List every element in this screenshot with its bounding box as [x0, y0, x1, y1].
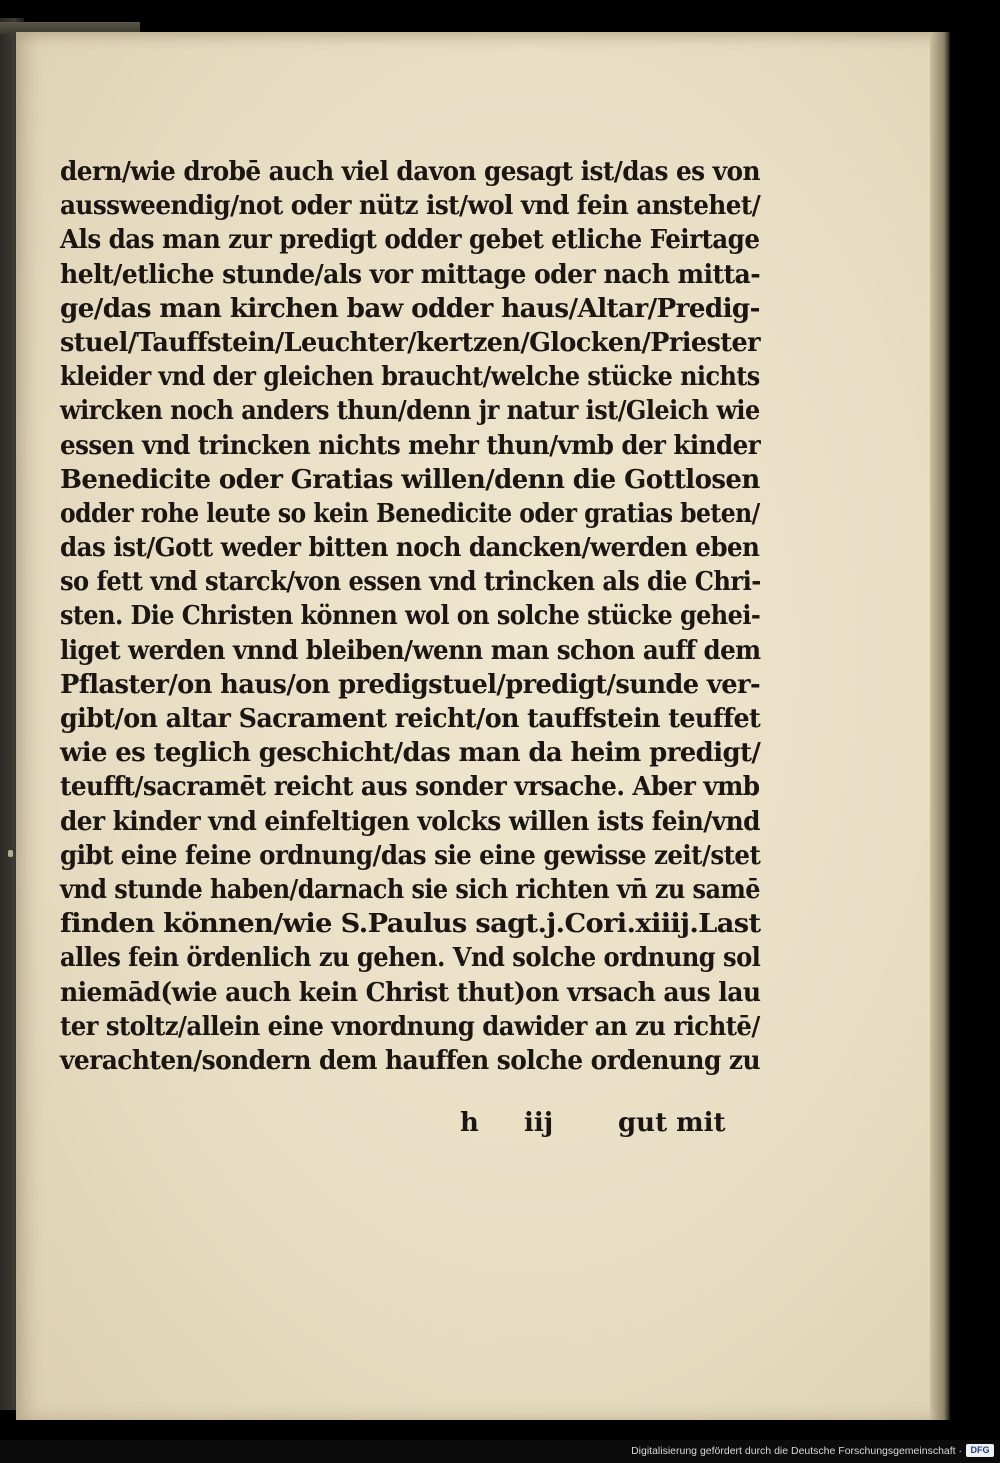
- text-line: stuel/Tauffstein/Leuchter/kertzen/Glocken/Priester: [60, 327, 761, 358]
- page-edge-shadow: [930, 32, 950, 1420]
- text-line: odder rohe leute so kein Benedicite oder gratias beten/: [60, 498, 760, 529]
- text-line: alles fein ördenlich zu gehen. Vnd solche ordnung sol: [60, 943, 761, 974]
- footer-bar: [0, 1440, 1000, 1463]
- funding-credit: Digitalisierung gefördert durch die Deutsche Forschungsgemeinschaft ·: [631, 1445, 962, 1457]
- margin-mark: [8, 850, 13, 857]
- text-line: aussweendig/not oder nütz ist/wol vnd fein anstehet/: [60, 191, 761, 222]
- text-line: kleider vnd der gleichen braucht/welche stücke nichts: [60, 362, 760, 393]
- text-line: ter stoltz/allein eine vnordnung dawider an zu richtē/: [60, 1011, 760, 1042]
- text-line: gibt/on altar Sacrament reicht/on tauffstein teuffet: [60, 704, 761, 734]
- text-line: liget werden vnnd bleiben/wenn man schon auff dem: [60, 635, 761, 666]
- text-line: ge/das man kirchen baw odder haus/Altar/Predig-: [60, 293, 760, 324]
- page-text-block: [60, 155, 760, 1078]
- text-line: der kinder vnd einfeltigen volcks willen ists fein/vnd: [60, 806, 760, 837]
- dfg-logo: DFG: [966, 1444, 994, 1457]
- signature-line: [440, 1108, 740, 1142]
- text-line: teufft/sacramēt reicht aus sonder vrsache. Aber vmb: [60, 772, 760, 803]
- text-line: das ist/Gott weder bitten noch dancken/werden eben: [60, 533, 760, 564]
- text-line: Benedicite oder Gratias willen/denn die Gottlosen: [60, 464, 760, 495]
- text-line: dern/wie drobē auch viel davon gesagt ist/das es von: [60, 157, 760, 187]
- catchword: gut mit: [618, 1108, 726, 1138]
- text-line: so fett vnd starck/von essen vnd trincken als die Chri-: [60, 567, 761, 598]
- text-line: helt/etliche stunde/als vor mittage oder nach mitta-: [60, 259, 761, 290]
- text-line: gibt eine feine ordnung/das sie eine gewisse zeit/stet: [60, 840, 761, 871]
- signature-number: iij: [524, 1108, 554, 1138]
- text-line: verachten/sondern dem hauffen solche ordenung zu: [60, 1045, 761, 1076]
- text-line: Pflaster/on haus/on predigstuel/predigt/sunde ver-: [60, 669, 761, 700]
- text-line: sten. Die Christen können wol on solche stücke gehei-: [60, 601, 761, 632]
- text-line: essen vnd trincken nichts mehr thun/vmb der kinder: [60, 430, 761, 461]
- text-line: vnd stunde haben/darnach sie sich richten vn̄ zu samē: [60, 874, 760, 905]
- text-line: niemād(wie auch kein Christ thut)on vrsach aus lau: [60, 977, 761, 1008]
- text-line: finden können/wie S.Paulus sagt.j.Cori.xiiij.Last: [60, 909, 761, 940]
- signature-mark: h: [460, 1108, 479, 1138]
- text-line: wircken noch anders thun/denn jr natur ist/Gleich wie: [60, 396, 760, 427]
- text-line: wie es teglich geschicht/das man da heim predigt/: [60, 738, 761, 769]
- text-line: Als das man zur predigt odder gebet etliche Feirtage: [60, 225, 760, 256]
